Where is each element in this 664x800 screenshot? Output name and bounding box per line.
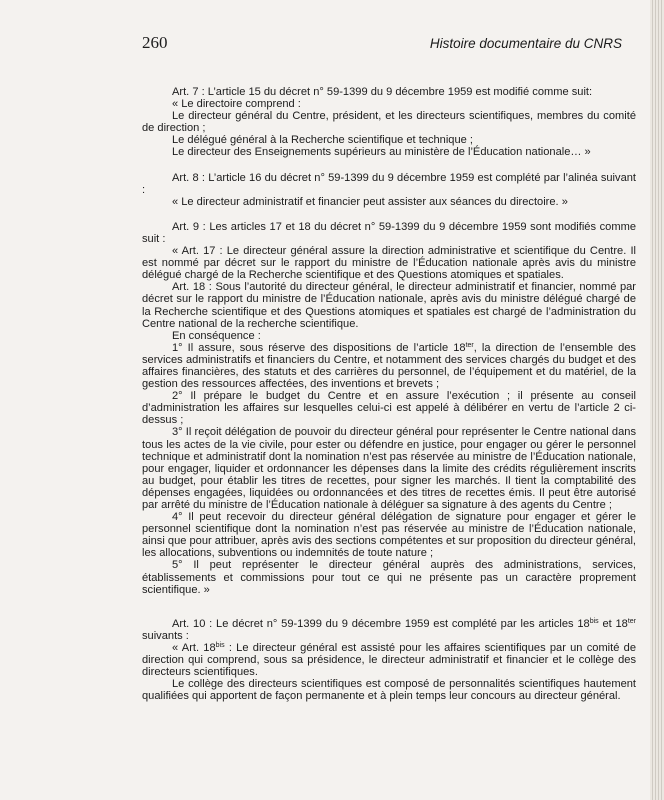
art18-paragraph: Art. 18 : Sous l’autorité du directeur général, le directeur administratif et financier, nommé par décret sur le rapport du ministre de l’Éducation nationale, après avis du ministre délégué chargé de la Recherche scientifique et des Questions atomiques et spatiales est chargé de l’administration du Centre national de la recherche scientifique. — [142, 281, 636, 330]
art7-line: Le délégué général à la Recherche scientifique et technique ; — [172, 134, 473, 147]
item-1: 1° Il assure, sous réserve des dispositions de l’article $18^{ter}$, la direction de l’ensemble des services administratifs et financiers du Centre, et notamment des services chargés du budget et des affaires financières, des statuts et des carrières du personnel, de l’équipement et du matériel, de la gestion des ressources affectées, des inventions et brevets ; — [142, 341, 636, 391]
consequence-line: En conséquence : — [172, 329, 261, 342]
body-text — [142, 86, 636, 702]
item-4: 4° Il peut recevoir du directeur général délégation de signature pour engager et gérer le personnel scientifique dont la nomination n’est pas réservée au ministre de l’Éducation nationale, ainsi que pour attribuer, après avis des sections compétentes et sur proposition du directeur général, les allocations, subventions ou indemnités de toute nature ; — [142, 511, 636, 560]
art8-line: « Le directeur administratif et financier peut assister aux séances du directoire. » — [172, 195, 568, 208]
page-number: 260 — [142, 33, 168, 52]
art10-intro: Art. 10 : Le décret n° 59-1399 du 9 décembre 1959 est complété par les articles $18^{bis}$ et $18^{ter}$ suivants : — [142, 617, 636, 642]
item-5: 5° Il peut représenter le directeur général auprès des administrations, services, établissements et commissions pour tout ce qui ne présente pas un caractère proprement scientifique. » — [142, 559, 636, 596]
item-1-number: 1° — [172, 341, 183, 354]
college-paragraph: Le collège des directeurs scientifiques est composé de personnalités scientifiques hautement qualifiées qui apportent de façon permanente et à plein temps leur concours au directeur général. — [142, 678, 636, 703]
art8-intro: Art. 8 : L’article 16 du décret n° 59-1399 du 9 décembre 1959 est complété par l’alinéa suivant : — [142, 171, 636, 196]
item-2: 2° Il prépare le budget du Centre et en assure l’exécution ; il présente au conseil d’administration les affaires sur lesquelles celui-ci est appelé à délibérer en vertu de l’article 2 ci-dessus ; — [142, 390, 636, 427]
page-edge — [650, 0, 664, 800]
art7-intro: Art. 7 : L’article 15 du décret n° 59-1399 du 9 décembre 1959 est modifié comme suit: — [172, 86, 593, 98]
running-title: Histoire documentaire du CNRS — [429, 36, 622, 51]
art7-line: Le directeur des Enseignements supérieurs au ministère de l’Éducation nationale… » — [172, 146, 591, 159]
art7-line: Le directeur général du Centre, président, et les directeurs scientifiques, membres du comité de direction ; — [142, 110, 636, 135]
art17-paragraph: « Art. 17 : Le directeur général assure la direction administrative et scientifique du Centre. Il est nommé par décret sur le rapport du ministre de l’Éducation nationale après avis du ministre délégué chargé de la Recherche scientifique et des Questions atomiques et spatiales. — [142, 245, 636, 282]
art7-line: « Le directoire comprend : — [172, 98, 301, 111]
art18bis-paragraph: « Art. $18^{bis}$ : Le directeur général est assisté pour les affaires scientifiques par un comité de direction qui comprend, sous sa présidence, le directeur administratif et financier et le collège des directeurs scientifiques. — [142, 641, 636, 679]
item-3: 3° Il reçoit délégation de pouvoir du directeur général pour représenter le Centre national dans tous les actes de la vie civile, pour ester ou défendre en justice, pour engager ou gérer le personnel technique et administratif dont la nomination n’est pas réservée au ministre de l’Éducation nationale, pour engager, liquider et ordonnancer les dépenses dans la limite des crédits régulièrement inscrits au budget, pour établir les titres de recettes, pour signer les marchés. Il tient la comptabilité des dépenses engagées, liquidées ou ordonnancées et des titres de recettes émis. Il peut être autorisé par arrêté du ministre de l’Éducation nationale à déléguer sa signature à des agents du Centre ; — [142, 426, 636, 511]
art9-intro: Art. 9 : Les articles 17 et 18 du décret n° 59-1399 du 9 décembre 1959 sont modifiés comme suit : — [142, 220, 636, 245]
